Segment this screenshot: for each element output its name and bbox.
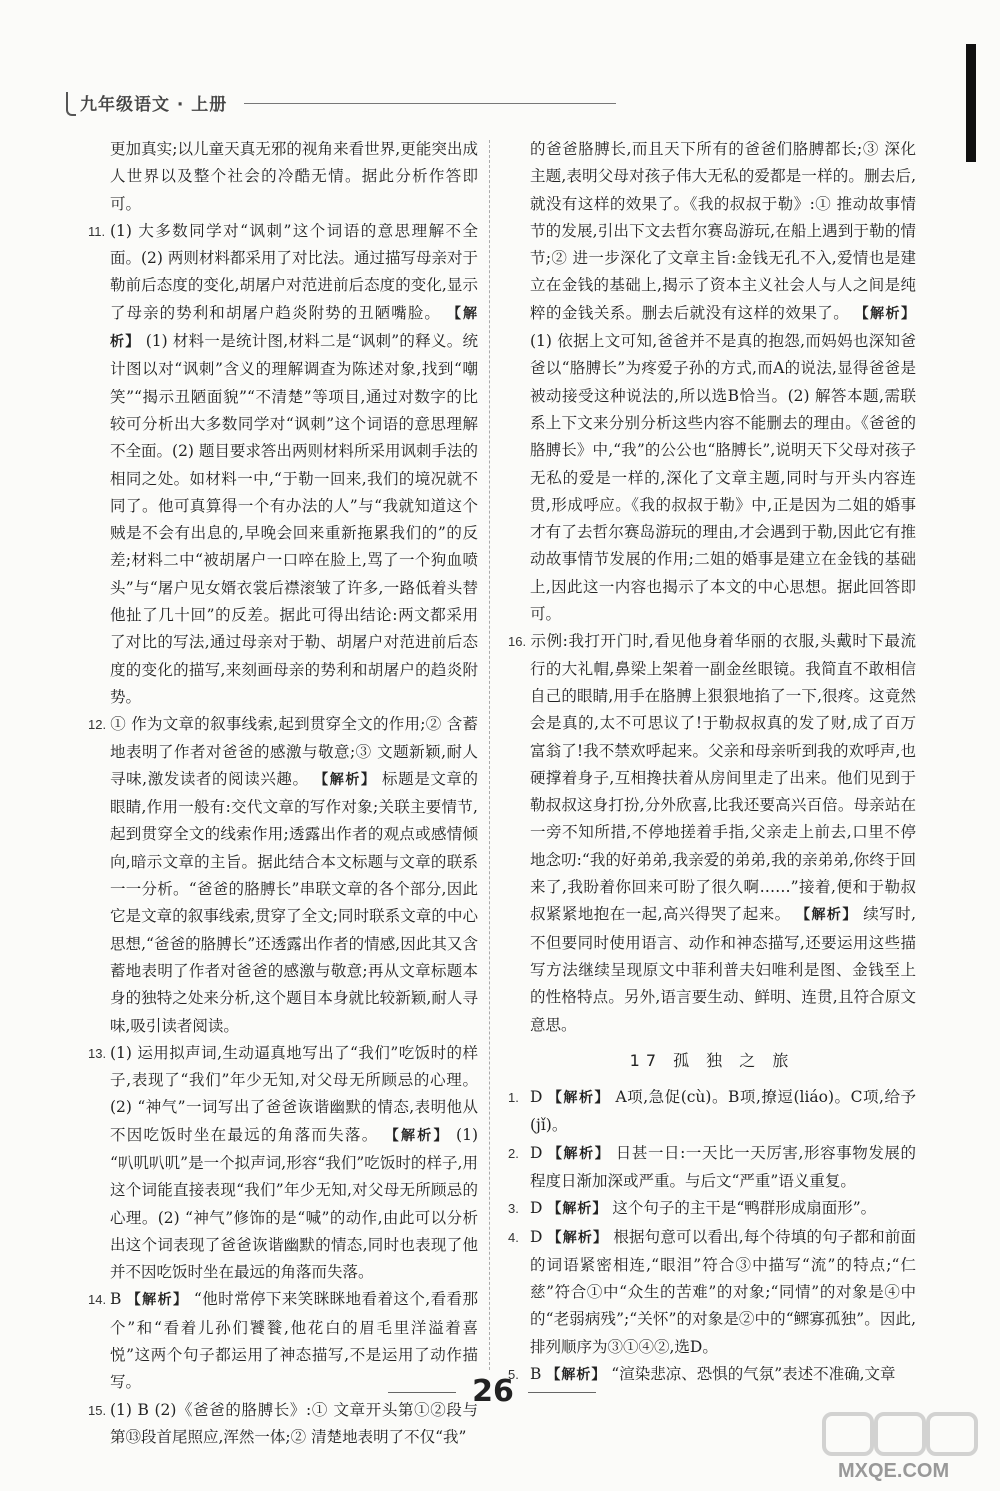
analysis-tag: 【解析】 bbox=[314, 771, 377, 788]
item-number: 15. bbox=[88, 1402, 107, 1418]
answer-item bbox=[88, 218, 478, 711]
analysis-tag: 【解析】 bbox=[547, 1201, 608, 1218]
item-number: 2. bbox=[508, 1145, 519, 1161]
right-column bbox=[508, 136, 916, 1389]
item-number: 16. bbox=[508, 634, 527, 650]
analysis-tag: 【解析】 bbox=[547, 1090, 610, 1107]
answer-text: 的爸爸胳膊长,而且天下所有的爸爸们胳膊都长;③ 深化主题,表明父母对孩子伟大无私的爱都是一样的。删去后,就没有这样的效果了。《我的叔叔于勒》:① 推动故事情节的发展,引出下文去哲尔赛岛游玩,在船上遇到于勒的情节;② 进一步深化了文章主旨:金钱无孔不入,爱情也是建立在金钱的基础上,揭示了资本主义社会人与人之间是纯粹的金钱关系。删去后就没有这样的效果了。 bbox=[530, 140, 916, 322]
answer-text: D bbox=[530, 1143, 543, 1162]
item-number: 14. bbox=[88, 1292, 107, 1308]
analysis-tag: 【解析】 bbox=[546, 1367, 607, 1384]
answer-continuation bbox=[88, 136, 478, 218]
header-rule bbox=[244, 103, 616, 104]
analysis-text: “渲染悲凉、恐惧的气氛”表述不准确,文章 bbox=[611, 1365, 896, 1384]
answer-text: B bbox=[110, 1290, 122, 1309]
analysis-text: 续写时,不但要同时使用语言、动作和神态描写,还要运用这些描写方法继续呈现原文中菲利普夫妇唯利是图、金钱至上的性格特点。另外,语言要生动、鲜明、连贯,且符合原文意思。 bbox=[530, 905, 917, 1034]
answer-item bbox=[508, 1140, 916, 1196]
header-bracket bbox=[66, 92, 76, 116]
answer-item bbox=[88, 1286, 478, 1396]
analysis-text: (1) “叭叽叭叽”是一个拟声词,形容“我们”吃饭时的样子,用这个词能直接表现“我们”年少无知,对父母无所顾忌的心理。(2) “神气”修饰的是“喊”的动作,由此可以分析出这个词表现了爸爸诙谐幽默的情态,同时也表现了他并不因吃饭时坐在最远的角落而失落。 bbox=[110, 1125, 478, 1282]
item-number: 11. bbox=[88, 223, 106, 239]
footer-rule-left bbox=[388, 1392, 456, 1393]
analysis-text: 标题是文章的眼睛,作用一般有:交代文章的写作对象;关联主要情节,起到贯穿全文的线索作用;透露出作者的观点或感情倾向,暗示文章的主旨。据此结合本文标题与文章的联系一一分析。“爸爸的胳膊长”串联文章的各个部分,因此它是文章的叙事线索,贯穿了全文;同时联系文章的中心思想,“爸爸的胳膊长”还透露出作者的情感,因此其又含蓄地表明了作者对爸爸的感激与敬意;再从文章标题本身的独特之处来分析,这个题目本身就比较新颖,耐人寻味,吸引读者阅读。 bbox=[110, 769, 478, 1035]
footer-rule-right bbox=[528, 1392, 596, 1393]
answer-text: D bbox=[530, 1199, 543, 1218]
answer-item bbox=[508, 1361, 916, 1389]
answer-text: D bbox=[530, 1227, 543, 1246]
answer-text: ① 作为文章的叙事线索,起到贯穿全文的作用;② 含蓄地表明了作者对爸爸的感激与敬意;③ 文题新颖,耐人寻味,激发读者的阅读兴趣。 bbox=[110, 715, 478, 788]
analysis-text: 日甚一日:一天比一天厉害,形容事物发展的程度日渐加深或严重。与后文“严重”语义重复。 bbox=[530, 1143, 916, 1190]
analysis-tag: 【解析】 bbox=[110, 305, 478, 351]
answer-text: (1) 大多数同学对“讽刺”这个词语的意思理解不全面。(2) 两则材料都采用了对比法。通过描写母亲对于勒前后态度的变化,胡屠户对范进前后态度的变化,显示了母亲的势利和胡屠户趋炎附势的丑陋嘴脸。 bbox=[110, 221, 478, 322]
answer-item bbox=[88, 711, 478, 1040]
analysis-tag: 【解析】 bbox=[854, 305, 916, 322]
item-number: 12. bbox=[88, 717, 107, 733]
answer-item bbox=[508, 1084, 916, 1140]
page-number: 26 bbox=[472, 1374, 514, 1409]
answer-text: 更加真实;以儿童天真无邪的视角来看世界,更能突出成人世界以及整个社会的冷酷无情。据此分析作答即可。 bbox=[110, 140, 478, 213]
analysis-tag: 【解析】 bbox=[796, 907, 858, 924]
item-number: 13. bbox=[88, 1045, 107, 1061]
answer-text: D bbox=[530, 1088, 543, 1107]
column-divider bbox=[489, 140, 490, 1370]
answer-text: (1) B (2)《爸爸的胳膊长》:① 文章开头第①②段与第⑬段首尾照应,浑然一体;② 清楚地表明了不仅“我” bbox=[110, 1400, 478, 1446]
answer-text: 示例:我打开门时,看见他身着华丽的衣服,头戴时下最流行的大礼帽,鼻梁上架着一副金丝眼镜。我简直不敢相信自己的眼睛,用手在胳膊上狠狠地掐了一下,很疼。这竟然会是真的,太不可思议了!于勒叔叔真的发了财,成了百万富翁了!我不禁欢呼起来。父亲和母亲听到我的欢呼声,也硬撑着身子,互相搀扶着从房间里走了出来。他们见到于勒叔叔这身打扮,分外欣喜,比我还要高兴百倍。母亲站在一旁不知所措,不停地搓着手指,父亲走上前去,口里不停地念叨:“我的好弟弟,我亲爱的弟弟,我的亲弟弟,你终于回来了,我盼着你回来可盼了很久啊……”接着,便和于勒叔叔紧紧地抱在一起,高兴得哭了起来。 bbox=[530, 632, 916, 924]
answer-item bbox=[508, 628, 916, 1038]
analysis-text: 根据句意可以看出,每个待填的句子都和前面的词语紧密相连,“眼泪”符合③中描写“流”的特点;“仁慈”符合①中“众生的苦难”的对象;“同情”的对象是④中的“老弱病残”;“关怀”的对象是②中的“鳏寡孤独”。因此,排列顺序为③①④②,选D。 bbox=[530, 1227, 917, 1356]
corner-tab-bar bbox=[966, 44, 976, 162]
answer-continuation bbox=[508, 136, 916, 628]
analysis-text: (1) 依据上文可知,爸爸并不是真的抱怨,而妈妈也深知爸爸以“胳膊长”为疼爱子孙的方式,而A的说法,显得爸爸是被动接受这种说法的,所以选B恰当。(2) 解答本题,需联系上下文来分别分析这些内容不能删去的理由。《爸爸的胳膊长》中,“我”的公公也“胳膊长”,说明天下父母对孩子无私的爱是一样的,深化了文章主题,同时与开头内容连贯,形成呼应。《我的叔叔于勒》中,正是因为二姐的婚事才有了去哲尔赛岛游玩的理由,才会遇到于勒,因此它有推动故事情节发展的作用;二姐的婚事是建立在金钱的基础上,因此这一内容也揭示了本文的中心思想。据此回答即可。 bbox=[530, 332, 916, 624]
analysis-tag: 【解析】 bbox=[547, 1145, 611, 1162]
section-title: 17 孤 独 之 旅 bbox=[629, 1050, 795, 1070]
analysis-tag: 【解析】 bbox=[547, 1229, 609, 1246]
analysis-tag: 【解析】 bbox=[126, 1292, 189, 1309]
answer-item bbox=[88, 1397, 478, 1452]
analysis-text: (1) 材料一是统计图,材料二是“讽刺”的释义。统计图以对“讽刺”含义的理解调查为陈述对象,找到“嘲笑”“揭示丑陋面貌”“不清楚”等项目,通过对数字的比较可分析出大多数同学对“讽刺”这个词语的意思理解不全面。(2) 题目要求答出两则材料所采用讽刺手法的相同之处。如材料一中,“于勒一回来,我们的境况就不同了。他可真算得一个有办法的人”与“我就知道这个贼是不会有出息的,早晚会回来重新拖累我们的”的反差;材料二中“被胡屠户一口啐在脸上,骂了一个狗血喷头”与“屠户见女婿衣裳后襟滚皱了许多,一路低着头替他扯了几十回”的反差。据此可得出结论:两文都采用了对比的写法,通过母亲对于勒、胡屠户对范进前后态度的变化的描写,来刻画母亲的势利和胡屠户的趋炎附势。 bbox=[110, 332, 479, 706]
header-title: 九年级语文 · 上册 bbox=[80, 95, 228, 115]
left-column bbox=[88, 136, 478, 1451]
item-number: 3. bbox=[508, 1201, 519, 1217]
item-number: 1. bbox=[508, 1090, 519, 1106]
answer-item bbox=[508, 1224, 916, 1361]
item-number: 5. bbox=[508, 1367, 519, 1383]
item-number: 4. bbox=[508, 1229, 519, 1245]
watermark-text: MXQE.COM bbox=[838, 1460, 950, 1482]
analysis-text: 这个句子的主干是“鸭群形成扇面形”。 bbox=[612, 1199, 877, 1218]
answer-text: (1) 运用拟声词,生动逼真地写出了“我们”吃饭时的样子,表现了“我们”年少无知,对父母无所顾忌的心理。(2) “神气”一词写出了爸爸诙谐幽默的情态,表明他从不因吃饭时坐在最远的角落而失落。 bbox=[110, 1043, 478, 1144]
analysis-text: “他时常停下来笑眯眯地看着这个,看看那个”和“看着儿孙们饕餮,他花白的眉毛里洋溢着喜悦”这两个句子都运用了神态描写,不是运用了动作描写。 bbox=[110, 1290, 478, 1392]
answer-item bbox=[508, 1195, 916, 1223]
answer-text: B bbox=[530, 1365, 542, 1384]
answer-item bbox=[88, 1040, 478, 1287]
analysis-tag: 【解析】 bbox=[384, 1127, 450, 1144]
analysis-text: A项,急促(cù)。B项,撩逗(liáo)。C项,给予(jǐ)。 bbox=[530, 1088, 916, 1135]
